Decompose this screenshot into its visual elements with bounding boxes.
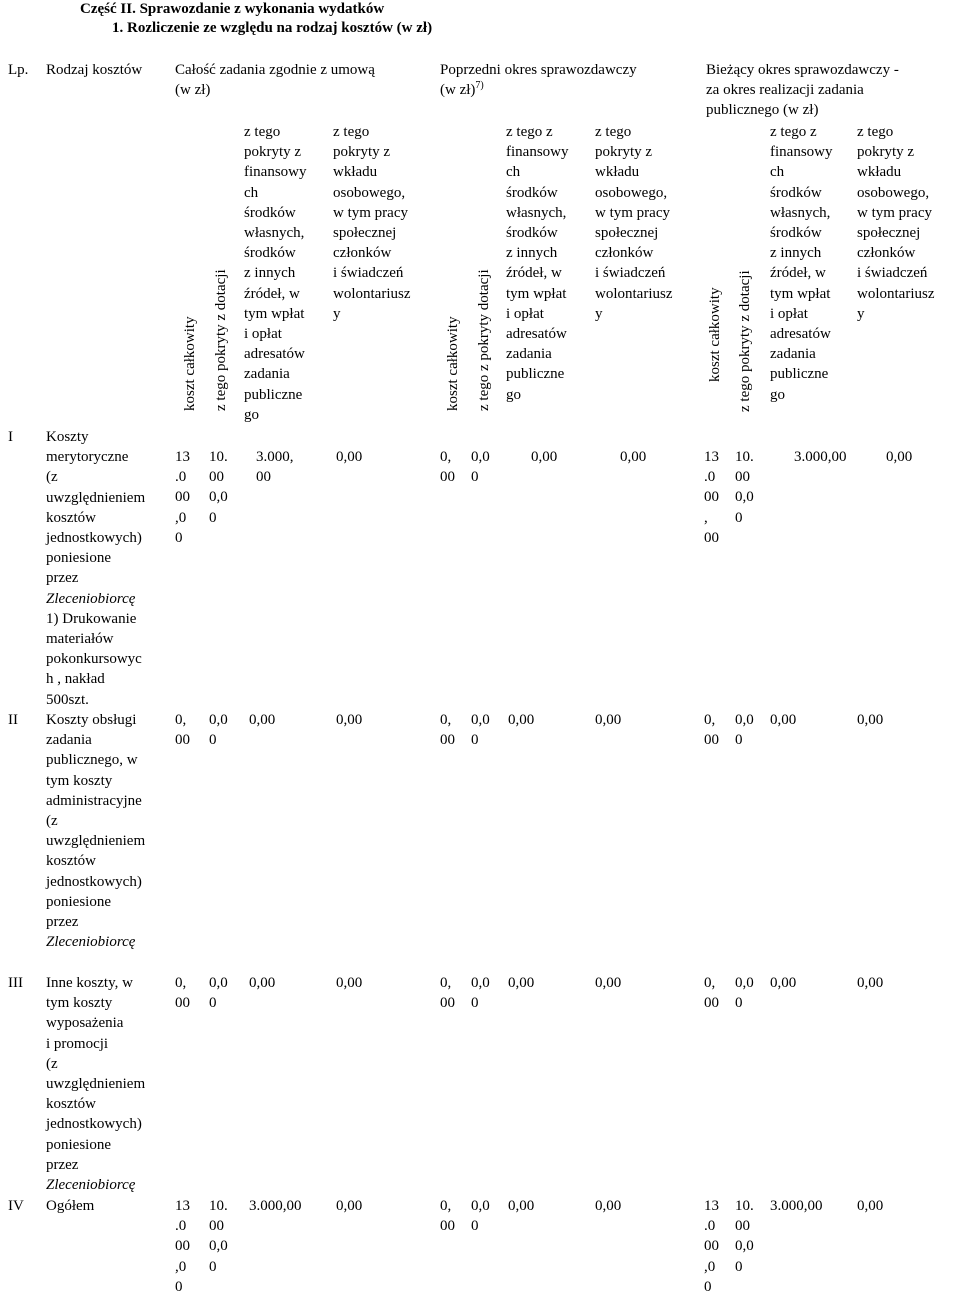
header-koszt-calkowity-2: koszt całkowity	[445, 316, 461, 411]
row-3-c11: 0,00	[770, 975, 797, 991]
row-2-lp: II	[8, 712, 18, 728]
header-biezacy: Bieżący okres sprawozdawczy - za okres realizacji zadania publicznego (w zł)	[706, 62, 899, 119]
row-2-c6: 0,0 0	[471, 712, 490, 749]
row-1-c4: 0,00	[336, 449, 363, 465]
row-3-c4: 0,00	[336, 975, 363, 991]
row-1-c2: 10. 00 0,0 0	[209, 449, 228, 526]
row-3-c7: 0,00	[508, 975, 535, 991]
row-2-c2: 0,0 0	[209, 712, 228, 749]
row-4-c5: 0, 00	[440, 1198, 455, 1235]
row-1-c9: 13 .0 00 , 00	[704, 449, 719, 546]
row-4-name: Ogółem	[46, 1198, 95, 1214]
row-4-c7: 0,00	[508, 1198, 535, 1214]
header-wkladu-3: z tego pokryty z wkładu osobowego, w tym pracy społecznej członków i świadczeń wolontariusz y	[857, 124, 935, 322]
row-3-c8: 0,00	[595, 975, 622, 991]
row-1-c6: 0,0 0	[471, 449, 490, 486]
row-4-c11: 3.000,00	[770, 1198, 823, 1214]
row-4-c12: 0,00	[857, 1198, 884, 1214]
section-title: 1. Rozliczenie ze względu na rodzaj kosztów (w zł)	[112, 20, 433, 36]
row-1-c11: 3.000,00	[794, 449, 847, 465]
row-1-c7: 0,00	[531, 449, 558, 465]
row-1-c3: 3.000, 00	[256, 449, 294, 486]
header-wkladu-2: z tego pokryty z wkładu osobowego, w tym pracy społecznej członków i świadczeń wolontariusz y	[595, 124, 673, 322]
row-4-c9: 13 .0 00 ,0 0	[704, 1198, 719, 1295]
row-1-c12: 0,00	[886, 449, 913, 465]
header-z-dotacji-3: z tego pokryty z dotacji	[737, 270, 753, 412]
header-koszt-calkowity-3: koszt całkowity	[707, 287, 723, 382]
row-3-c5: 0, 00	[440, 975, 455, 1012]
row-4-lp: IV	[8, 1198, 24, 1214]
row-2-c4: 0,00	[336, 712, 363, 728]
row-3-c2: 0,0 0	[209, 975, 228, 1012]
row-2-c8: 0,00	[595, 712, 622, 728]
row-3-name: Inne koszty, w tym koszty wyposażenia i promocji (z uwzględnieniem kosztów jednostkowych) poniesione przez Zleceniobiorcę	[46, 975, 146, 1194]
row-4-c8: 0,00	[595, 1198, 622, 1214]
row-3-c10: 0,0 0	[735, 975, 754, 1012]
header-poprzedni: Poprzedni okres sprawozdawczy (w zł)$^{7)}$	[440, 62, 637, 99]
row-1-name: Koszty merytoryczne (z uwzględnieniem kosztów jednostkowych) poniesione przez Zleceniobiorcę 1) Drukowanie materiałów pokonkursowyc h , nakład 500szt.	[46, 429, 146, 708]
row-2-c7: 0,00	[508, 712, 535, 728]
row-1-c8: 0,00	[620, 449, 647, 465]
row-4-c4: 0,00	[336, 1198, 363, 1214]
row-1-c1: 13 .0 00 ,0 0	[175, 449, 190, 546]
row-1-lp: I	[8, 429, 13, 445]
row-2-c3: 0,00	[249, 712, 276, 728]
header-finansowych-1: z tego pokryty z finansowy ch środków własnych, środków z innych źródeł, w tym wpłat i opłat adresatów zadania publiczne go	[244, 124, 307, 423]
row-3-c1: 0, 00	[175, 975, 190, 1012]
row-2-c12: 0,00	[857, 712, 884, 728]
row-3-c6: 0,0 0	[471, 975, 490, 1012]
header-koszt-calkowity-1: koszt całkowity	[182, 316, 198, 411]
header-calosc: Całość zadania zgodnie z umową (w zł)	[175, 62, 375, 99]
row-4-c2: 10. 00 0,0 0	[209, 1198, 228, 1275]
row-4-c3: 3.000,00	[249, 1198, 302, 1214]
part-title: Część II. Sprawozdanie z wykonania wydatków	[80, 1, 385, 17]
row-3-c3: 0,00	[249, 975, 276, 991]
row-1-c10: 10. 00 0,0 0	[735, 449, 754, 526]
row-1-c5: 0, 00	[440, 449, 455, 486]
row-2-name: Koszty obsługi zadania publicznego, w tym koszty administracyjne (z uwzględnieniem kosztów jednostkowych) poniesione przez Zleceniobiorcę	[46, 712, 146, 951]
row-2-c1: 0, 00	[175, 712, 190, 749]
row-4-c1: 13 .0 00 ,0 0	[175, 1198, 190, 1295]
header-rodzaj: Rodzaj kosztów	[46, 62, 143, 78]
header-finansowych-3: z tego z finansowy ch środków własnych, środków z innych źródeł, w tym wpłat i opłat adresatów zadania publiczne go	[770, 124, 833, 403]
header-wkladu-1: z tego pokryty z wkładu osobowego, w tym pracy społecznej członków i świadczeń wolontariusz y	[333, 124, 411, 322]
header-z-dotacji-1: z tego pokryty z dotacji	[213, 269, 229, 411]
header-finansowych-2: z tego z finansowy ch środków własnych, środków z innych źródeł, w tym wpłat i opłat adresatów zadania publiczne go	[506, 124, 569, 403]
row-3-c12: 0,00	[857, 975, 884, 991]
row-2-c9: 0, 00	[704, 712, 719, 749]
row-4-c10: 10. 00 0,0 0	[735, 1198, 754, 1275]
row-2-c5: 0, 00	[440, 712, 455, 749]
header-z-dotacji-2: z tego z pokryty dotacji	[476, 269, 492, 411]
row-3-lp: III	[8, 975, 23, 991]
header-lp: Lp.	[8, 62, 29, 78]
row-2-c10: 0,0 0	[735, 712, 754, 749]
row-2-c11: 0,00	[770, 712, 797, 728]
row-3-c9: 0, 00	[704, 975, 719, 1012]
row-4-c6: 0,0 0	[471, 1198, 490, 1235]
